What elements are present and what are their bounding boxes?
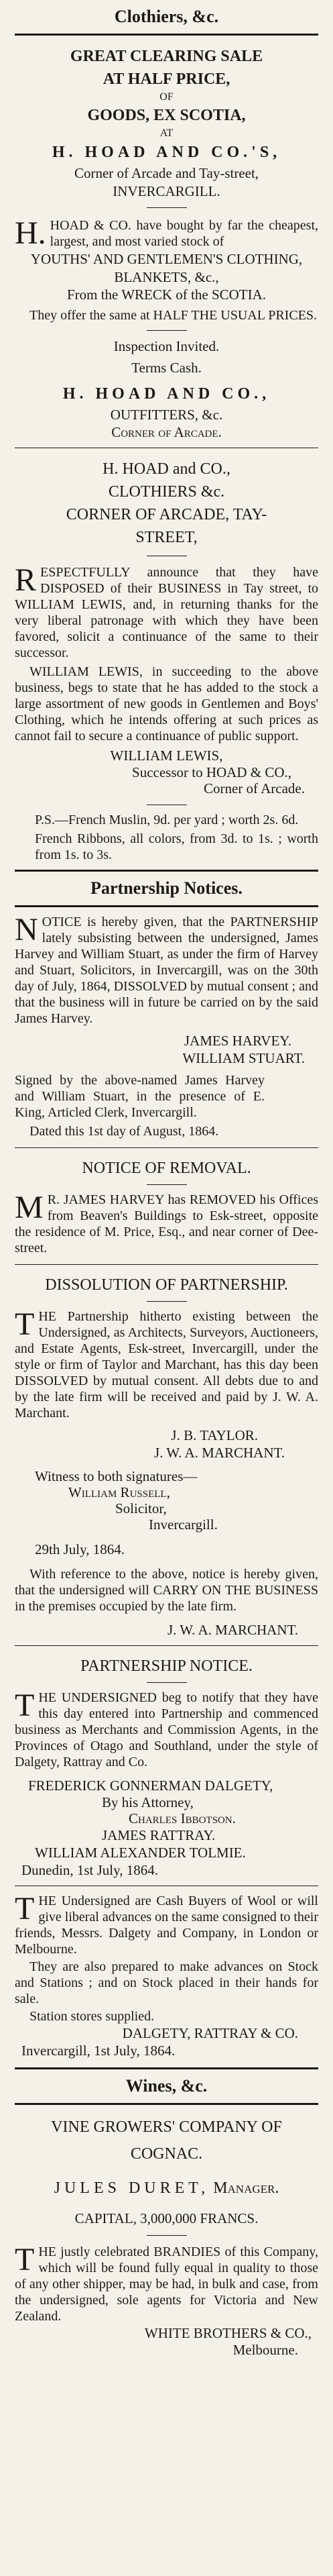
ad-clearing-sale	[15, 36, 318, 441]
divider	[147, 2235, 187, 2236]
drop-cap: R	[15, 562, 37, 598]
signature-line: WILLIAM LEWIS,	[110, 748, 223, 764]
notice-paragraph: Signed by the above-named James Harvey and William Stuart, in the presence of E. King, Articled Clerk, Invercargill.	[15, 1073, 265, 1120]
signature-line: WILLIAM ALEXANDER TOLMIE.	[35, 1845, 246, 1861]
signature-line: FREDERICK GONNERMAN DALGETY,	[28, 1778, 273, 1794]
witness-line: Witness to both signatures—	[35, 1468, 198, 1484]
manager-title: Manager.	[213, 2179, 279, 2197]
notice-wool-buyers	[15, 1886, 318, 2059]
ad-line: Inspection Invited.	[113, 338, 220, 354]
signature-line: Melbourne.	[232, 2342, 298, 2358]
signature-line: J. W. A. MARCHANT.	[167, 1622, 298, 1638]
section-heading-clothiers: Clothiers, &c.	[114, 7, 219, 26]
witness-line: Solicitor,	[115, 1500, 167, 1516]
date-line: Dunedin, 1st July, 1864.	[21, 1862, 158, 1878]
ad-line: AT HALF PRICE,	[103, 70, 230, 88]
signature-line: JAMES HARVEY.	[184, 1033, 291, 1049]
section-heading-partnership: Partnership Notices.	[90, 878, 243, 898]
ad-text: HOAD & CO. have bought by far the cheapest, largest, and most varied stock of	[50, 218, 318, 249]
signature-line: Charles Ibbotson.	[129, 1810, 236, 1826]
ad-line: GOODS, EX SCOTIA,	[87, 107, 246, 124]
notice-harvey-stuart	[15, 907, 318, 1139]
signature-line: J. W. A. MARCHANT.	[153, 1445, 285, 1461]
ad-line: STREET,	[135, 529, 198, 546]
manager-name: JULES DURET,	[54, 2179, 210, 2197]
notice-paragraph	[15, 1192, 318, 1256]
section-heading-wines: Wines, &c.	[125, 2076, 208, 2096]
drop-cap: N	[15, 912, 38, 947]
notice-paragraph	[15, 1308, 318, 1421]
ad-line: GREAT CLEARING SALE	[70, 48, 263, 65]
signature-line: Corner of Arcade.	[203, 780, 305, 796]
divider	[147, 330, 187, 331]
drop-cap: H.	[15, 215, 46, 251]
notice-paragraph	[15, 914, 318, 1027]
ad-line: Terms Cash.	[131, 360, 202, 376]
notice-paragraph: Station stores supplied.	[29, 2009, 155, 2024]
witness-line: Invercargill.	[149, 1516, 218, 1533]
signature-line: Successor to HOAD & CO.,	[132, 764, 291, 780]
ad-paragraph	[15, 217, 318, 250]
drop-cap: T	[15, 1306, 35, 1342]
notice-paragraph	[15, 1690, 318, 1770]
ad-line: From the WRECK of the SCOTIA.	[66, 287, 267, 303]
drop-cap: T	[15, 1891, 35, 1926]
ad-line: CLOTHIERS &c.	[108, 483, 225, 501]
notice-partnership	[15, 1646, 318, 1879]
notice-paragraph: With reference to the above, notice is hereby given, that the undersigned will CARRY ON THE BUSINESS in the premises occupied by the late firm.	[15, 1567, 318, 1614]
ad-line: OUTFITTERS, &c.	[110, 407, 223, 423]
ad-line: OF	[159, 91, 174, 103]
ad-line: COGNAC.	[130, 2145, 203, 2163]
ad-line: CAPITAL, 3,000,000 FRANCS.	[74, 2210, 259, 2226]
date-line: 29th July, 1864.	[35, 1541, 125, 1557]
witness-line: William Russell,	[68, 1484, 170, 1500]
notice-paragraph: Dated this 1st day of August, 1864.	[29, 1124, 219, 1139]
notice-dissolution	[15, 1265, 318, 1639]
ad-paragraph: They offer the same at HALF THE USUAL PRICES.	[29, 308, 318, 323]
notice-text: HE UNDERSIGNED beg to notify that they have this day entered into Partnership and commenced business as Merchants and Commission Agents, in the Provinces of Otago and Southland, under the style of Dalgety, Rattray and Co.	[15, 1690, 318, 1769]
ad-line	[15, 2175, 318, 2202]
notice-text: HE Undersigned are Cash Buyers of Wool or will give liberal advances on the same consigned to their friends, Messrs. Dalgety and Company, in London or Melbourne.	[15, 1894, 318, 1957]
notice-title: DISSOLUTION OF PARTNERSHIP.	[45, 1276, 288, 1294]
signature-line: WILLIAM STUART.	[182, 1050, 305, 1066]
signature-line: J. B. TAYLOR.	[171, 1427, 258, 1443]
ad-line: AT	[159, 127, 174, 139]
notice-text: OTICE is hereby given, that the PARTNERSHIP lately subsisting between the undersigned, James Harvey and William Stuart, as under the firm of Harvey and Stuart, Solicitors, in Invercargill, was on the 30th day of July, 1864, DISSOLVED by mutual consent ; and that the business will in future be carried on by the said James Harvey.	[15, 915, 318, 1026]
drop-cap: M	[15, 1190, 44, 1225]
ad-text: HE justly celebrated BRANDIES of this Company, which will be found fully equal in quality to those of any other shipper, may be had, in bulk and case, from the undersigned, sole agents for Victoria and New Zealand.	[15, 2245, 318, 2324]
ad-paragraph: WILLIAM LEWIS, in succeeding to the above business, begs to state that he has added to the stock a large assortment of new goods in Gentlemen and Boys' Clothing, which he intends offering at such prices as cannot fail to secure a continuance of public support.	[15, 664, 318, 743]
ad-paragraph	[15, 2244, 318, 2324]
ad-line: H. HOAD and CO.,	[103, 460, 230, 478]
notice-text: R. JAMES HARVEY has REMOVED his Offices from Beaven's Buildings to Esk-street, opposite the residence of M. Price, Esq., and near corner of Dee-street.	[15, 1192, 318, 1255]
ad-paragraph: French Ribbons, all colors, from 3d. to 1s. ; worth from 1s. to 3s.	[35, 831, 318, 862]
divider	[147, 207, 187, 208]
ad-hoad-lewis	[15, 448, 318, 863]
ad-line: H. HOAD AND CO.'S,	[52, 144, 281, 161]
ad-line: INVERCARGILL.	[113, 183, 220, 199]
drop-cap: T	[15, 2242, 35, 2277]
ad-line: H. HOAD AND CO.,	[62, 385, 271, 403]
ad-line: YOUTHS' AND GENTLEMEN'S CLOTHING,	[30, 251, 303, 267]
divider	[147, 1184, 187, 1185]
divider	[147, 1301, 187, 1302]
divider	[147, 1682, 187, 1683]
ad-line: Corner of Arcade and Tay-street,	[74, 165, 259, 181]
ad-line: BLANKETS, &c.,	[114, 269, 219, 285]
notice-paragraph: They are also prepared to make advances on Stock and Stations ; and on Stock placed in their hands for sale.	[15, 1959, 318, 2006]
signature-line: JAMES RATTRAY.	[102, 1827, 216, 1843]
notice-removal	[15, 1148, 318, 1264]
ad-line: CORNER OF ARCADE, TAY-	[66, 506, 267, 523]
signature-line: By his Attorney,	[102, 1794, 194, 1810]
ad-text: ESPECTFULLY announce that they have DISPOSED of their BUSINESS in Tay street, to WILLIAM LEWIS, and, in returning thanks for the very liberal patronage with which they have been favored, solicit a continuance of the same to their successor.	[15, 565, 318, 660]
notice-title: NOTICE OF REMOVAL.	[82, 1160, 251, 1177]
notice-paragraph	[15, 1893, 318, 1957]
signature-line: WHITE BROTHERS & CO.,	[144, 2325, 312, 2341]
signature-line: DALGETY, RATTRAY & CO.	[122, 2025, 298, 2041]
ad-paragraph: P.S.—French Muslin, 9d. per yard ; worth 2s. 6d.	[35, 813, 299, 827]
notice-title: PARTNERSHIP NOTICE.	[80, 1657, 253, 1675]
ad-line: Corner of Arcade.	[111, 424, 222, 440]
notice-text: HE Partnership hitherto existing between the Undersigned, as Architects, Surveyors, Auctioneers, and Estate Agents, Esk-street, Invercargill, under the style or firm of Taylor and Marchant, has this day been DISSOLVED by mutual consent. All debts due to and by the late firm will be received and paid by J. W. A. Marchant.	[15, 1309, 318, 1421]
ad-paragraph	[15, 564, 318, 661]
date-line: Invercargill, 1st July, 1864.	[21, 2043, 176, 2059]
drop-cap: T	[15, 1688, 35, 1723]
ad-cognac	[15, 2105, 318, 2358]
ad-line: VINE GROWERS' COMPANY OF	[51, 2118, 282, 2136]
